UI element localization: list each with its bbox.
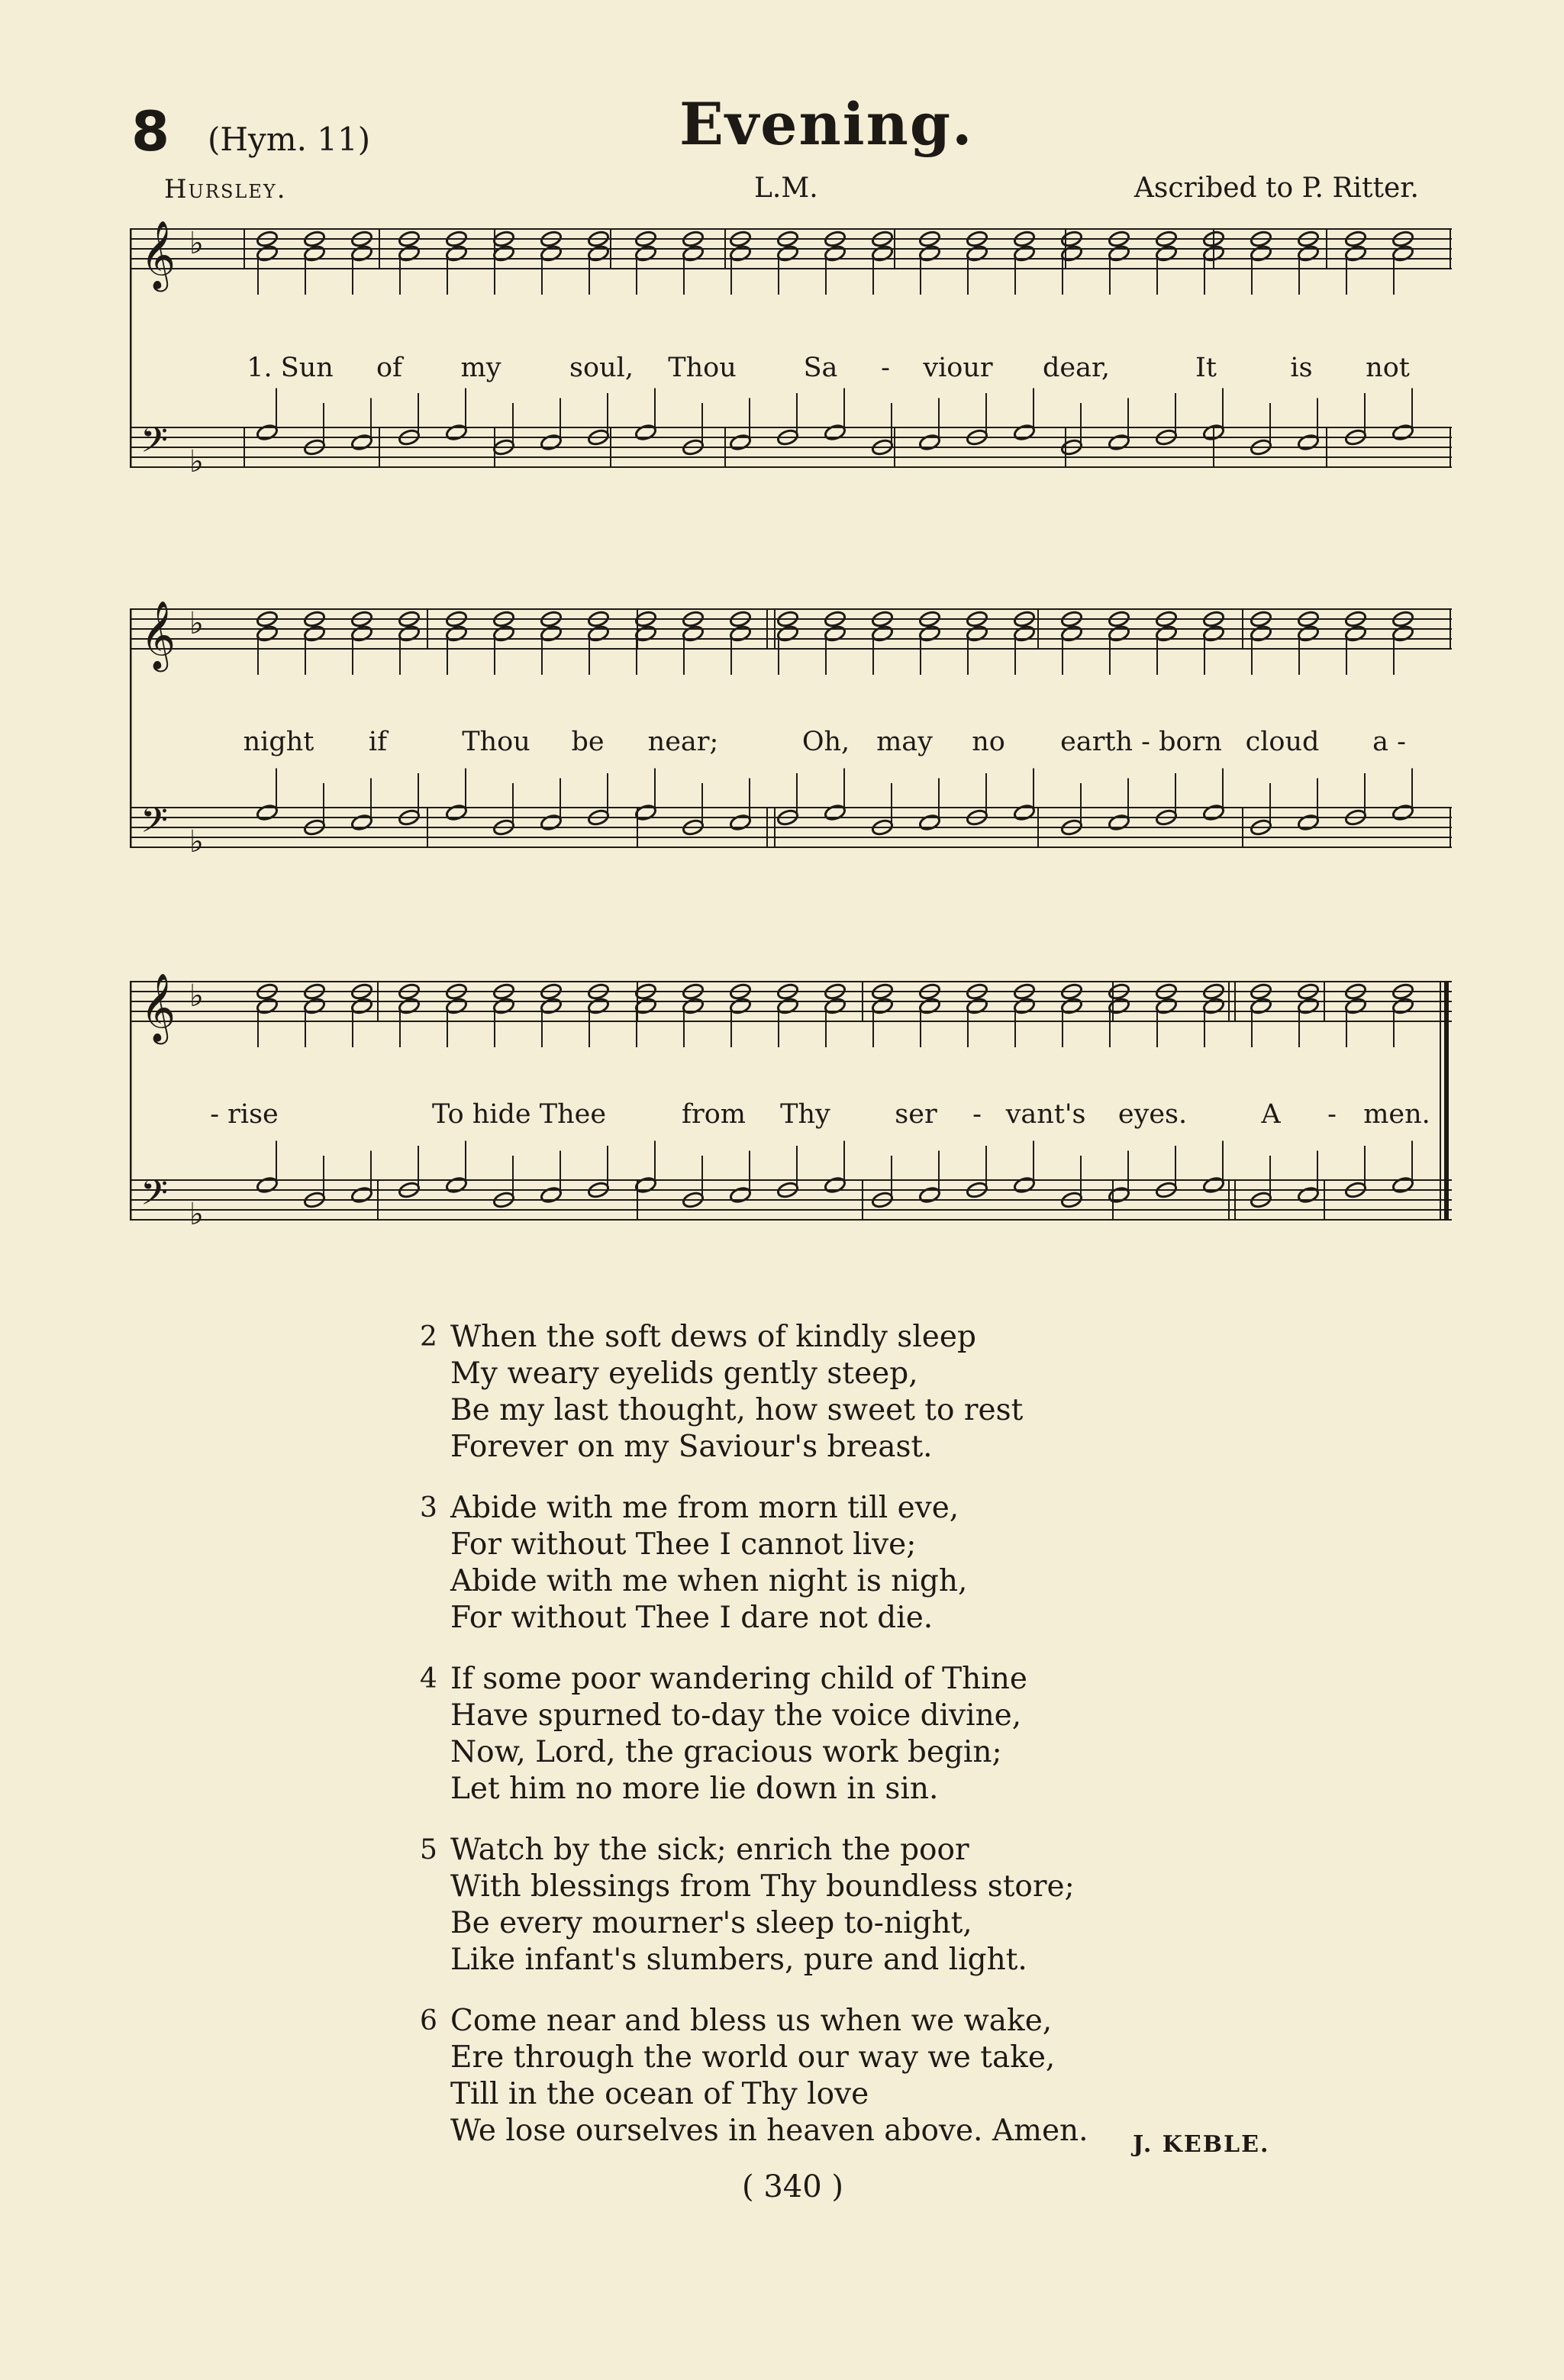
meter: L.M.	[754, 173, 818, 204]
lyric-syllable: Oh,	[801, 727, 850, 757]
music-system-3	[130, 974, 1452, 1279]
svg-text:♭: ♭	[189, 979, 204, 1014]
verse-line: My weary eyelids gently steep,	[450, 1356, 918, 1391]
hymn-reference: (Hym. 11)	[208, 121, 371, 158]
verse-line: With blessings from Thy boundless store;	[450, 1869, 1075, 1904]
lyric-syllable: -	[972, 1099, 982, 1130]
verse-5	[420, 1832, 1088, 1978]
verse-line: Abide with me when night is nigh,	[450, 1564, 968, 1598]
verse-line: Be every mourner's sleep to-night,	[450, 1906, 972, 1940]
lyric-syllable: -	[1327, 1099, 1337, 1130]
lyric-syllable: of	[376, 353, 403, 383]
lyric-line-1	[130, 353, 1452, 391]
verse-line: Like infant's slumbers, pure and light.	[450, 1943, 1027, 1977]
svg-text:♭: ♭	[189, 606, 204, 641]
lyric-syllable: To hide Thee	[431, 1099, 607, 1130]
verse-line: When the soft dews of kindly sleep	[450, 1320, 976, 1354]
svg-text:♭: ♭	[189, 226, 204, 261]
verse-4	[420, 1661, 1088, 1808]
verse-number: 2	[420, 1321, 437, 1353]
lyric-syllable: viour	[923, 353, 993, 383]
lyric-syllable: - rise	[210, 1099, 279, 1130]
verse-line: Watch by the sick; enrich the poor	[450, 1833, 969, 1867]
lyric-syllable: near;	[647, 727, 719, 757]
verse-line: Have spurned to-day the voice divine,	[450, 1698, 1022, 1733]
verse-line: Now, Lord, the gracious work begin;	[450, 1735, 1002, 1769]
verse-number: 3	[420, 1492, 437, 1524]
lyric-syllable: is	[1290, 353, 1313, 383]
hymn-title: Evening.	[679, 90, 974, 158]
lyric-syllable: 1. Sun	[247, 353, 334, 383]
svg-text:𝄢: 𝄢	[140, 1172, 169, 1222]
lyric-syllable: not	[1366, 353, 1410, 383]
verse-2	[420, 1319, 1088, 1466]
verse-number: 4	[420, 1663, 437, 1695]
lyric-syllable: soul,	[569, 353, 634, 383]
lyric-syllable: may	[876, 727, 933, 757]
lyric-syllable: earth - born	[1060, 727, 1222, 757]
lyric-syllable: Thy	[780, 1099, 830, 1130]
lyric-syllable: from	[682, 1099, 746, 1130]
svg-text:♭: ♭	[189, 1197, 204, 1232]
music-system-1	[130, 221, 1452, 527]
verse-line: Come near and bless us when we wake,	[450, 2004, 1053, 2038]
lyric-syllable: my	[460, 353, 501, 383]
lyric-syllable: -	[881, 353, 890, 383]
lyric-syllable: dear,	[1043, 353, 1110, 383]
lyric-syllable: Thou	[668, 353, 737, 383]
verse-line: If some poor wandering child of Thine	[450, 1662, 1027, 1696]
composer-credit: Ascribed to P. Ritter.	[1133, 173, 1419, 204]
lyric-syllable: men.	[1363, 1099, 1430, 1130]
svg-text:𝄢: 𝄢	[140, 420, 169, 469]
lyric-syllable: vant's	[1005, 1099, 1086, 1130]
lyric-syllable: be	[571, 727, 605, 757]
lyric-line-3	[130, 1099, 1452, 1137]
lyric-syllable: eyes.	[1117, 1099, 1188, 1130]
svg-text:𝄞: 𝄞	[140, 601, 176, 669]
svg-text:𝄞: 𝄞	[140, 221, 176, 289]
lyric-syllable: A	[1261, 1099, 1281, 1130]
hymn-number: 8	[131, 99, 170, 163]
lyric-syllable: night	[243, 727, 314, 757]
verse-number: 5	[420, 1834, 437, 1866]
verse-line: Let him no more lie down in sin.	[450, 1772, 939, 1806]
author-credit: J. KEBLE.	[1133, 2131, 1270, 2158]
svg-text:𝄢: 𝄢	[140, 800, 169, 850]
verse-line: Till in the ocean of Thy love	[450, 2077, 869, 2111]
lyric-syllable: ser	[895, 1099, 937, 1130]
svg-text:♭: ♭	[189, 444, 204, 479]
lyric-syllable: a -	[1372, 727, 1406, 757]
lyric-syllable: cloud	[1245, 727, 1320, 757]
verses-block	[420, 1319, 1088, 2174]
verse-3	[420, 1490, 1088, 1637]
svg-text:𝄞: 𝄞	[140, 974, 176, 1042]
verse-6	[420, 2003, 1088, 2149]
verse-line: For without Thee I cannot live;	[450, 1527, 917, 1562]
verse-line: Ere through the world our way we take,	[450, 2040, 1056, 2075]
verse-line: We lose ourselves in heaven above. Amen.	[450, 2114, 1088, 2148]
verse-line: Abide with me from morn till eve,	[450, 1491, 959, 1525]
lyric-line-2	[130, 727, 1452, 765]
music-system-2	[130, 601, 1452, 907]
page-number: ( 340 )	[742, 2169, 843, 2204]
verse-number: 6	[420, 2005, 437, 2037]
lyric-syllable: Sa	[803, 353, 838, 383]
verse-line: Be my last thought, how sweet to rest	[450, 1393, 1024, 1427]
lyric-syllable: no	[972, 727, 1005, 757]
tune-name: Hursley.	[164, 174, 287, 205]
verse-line: Forever on my Saviour's breast.	[450, 1430, 933, 1464]
lyric-syllable: if	[368, 727, 388, 757]
verse-line: For without Thee I dare not die.	[450, 1601, 934, 1635]
svg-text:♭: ♭	[189, 824, 204, 859]
lyric-syllable: It	[1195, 353, 1217, 383]
lyric-syllable: Thou	[462, 727, 530, 757]
